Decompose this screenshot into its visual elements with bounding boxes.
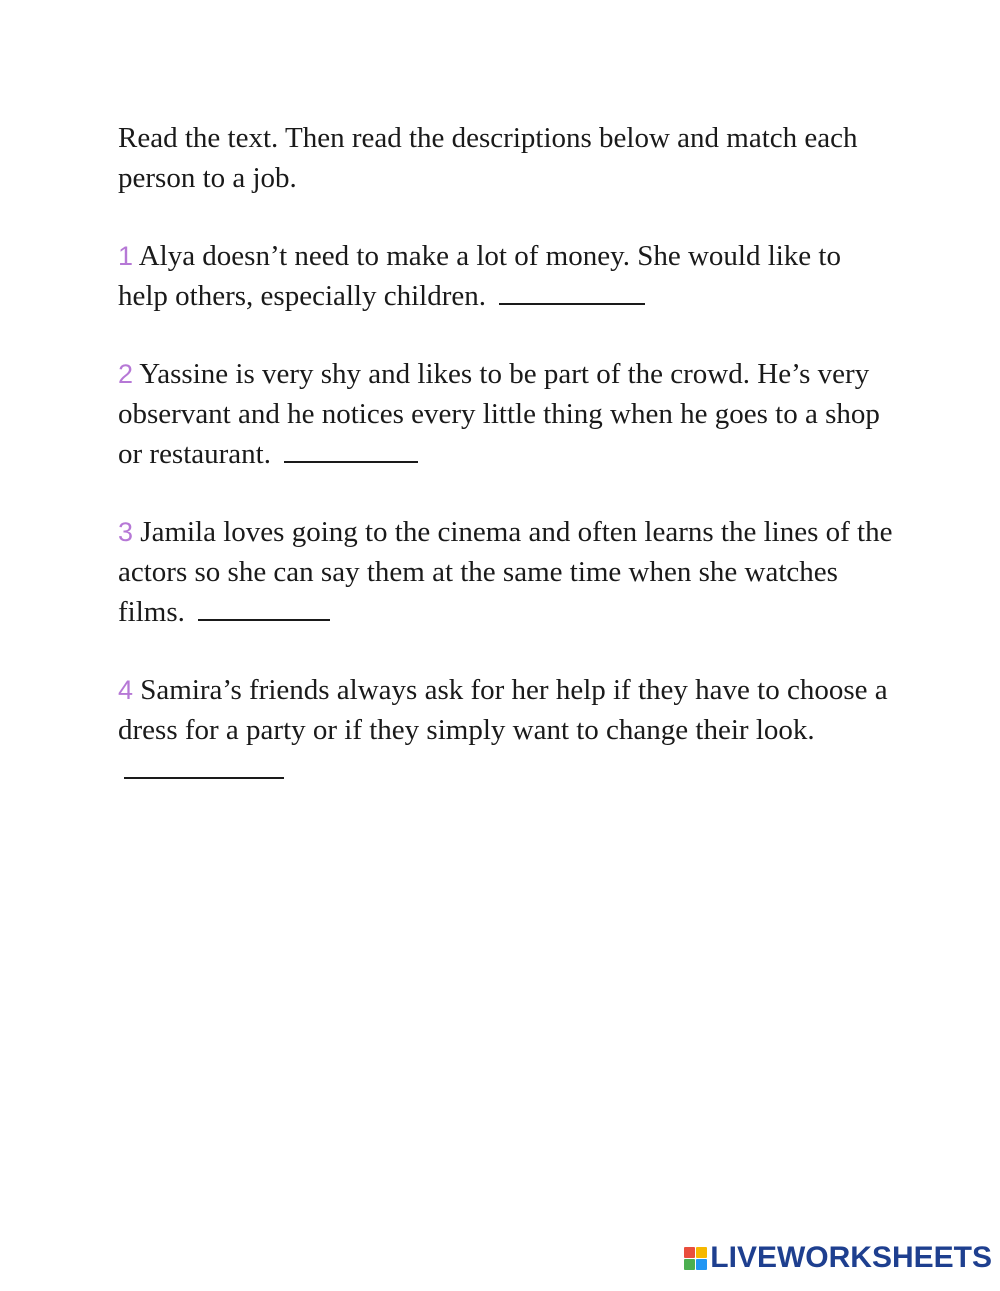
answer-blank-2[interactable] <box>284 437 418 463</box>
list-item <box>118 670 898 790</box>
worksheet-page <box>118 118 898 828</box>
item-text: Yassine is very shy and likes to be part of the crowd. He’s very observant and he notices every little thing when he goes to a shop or restaurant. <box>118 358 880 470</box>
item-number: 3 <box>118 517 134 547</box>
answer-blank-4[interactable] <box>124 753 284 779</box>
list-item <box>118 354 898 474</box>
logo-tiles-icon <box>684 1247 707 1270</box>
logo-text: LIVEWORKSHEETS <box>710 1241 992 1274</box>
answer-blank-3[interactable] <box>198 595 330 621</box>
item-number: 4 <box>118 675 134 705</box>
item-text: Jamila loves going to the cinema and often learns the lines of the actors so she can say them at the same time when she watches films. <box>118 516 893 628</box>
item-number: 2 <box>118 359 134 389</box>
answer-blank-1[interactable] <box>499 279 645 305</box>
item-text: Samira’s friends always ask for her help if they have to choose a dress for a party or if they simply want to change their look. <box>118 674 888 746</box>
liveworksheets-logo <box>684 1241 992 1275</box>
item-text: Alya doesn’t need to make a lot of money. She would like to help others, especially children. <box>118 240 841 312</box>
instructions-text: Read the text. Then read the descriptions below and match each person to a job. <box>118 122 858 194</box>
list-item <box>118 236 898 316</box>
list-item <box>118 512 898 632</box>
item-number: 1 <box>118 241 134 271</box>
